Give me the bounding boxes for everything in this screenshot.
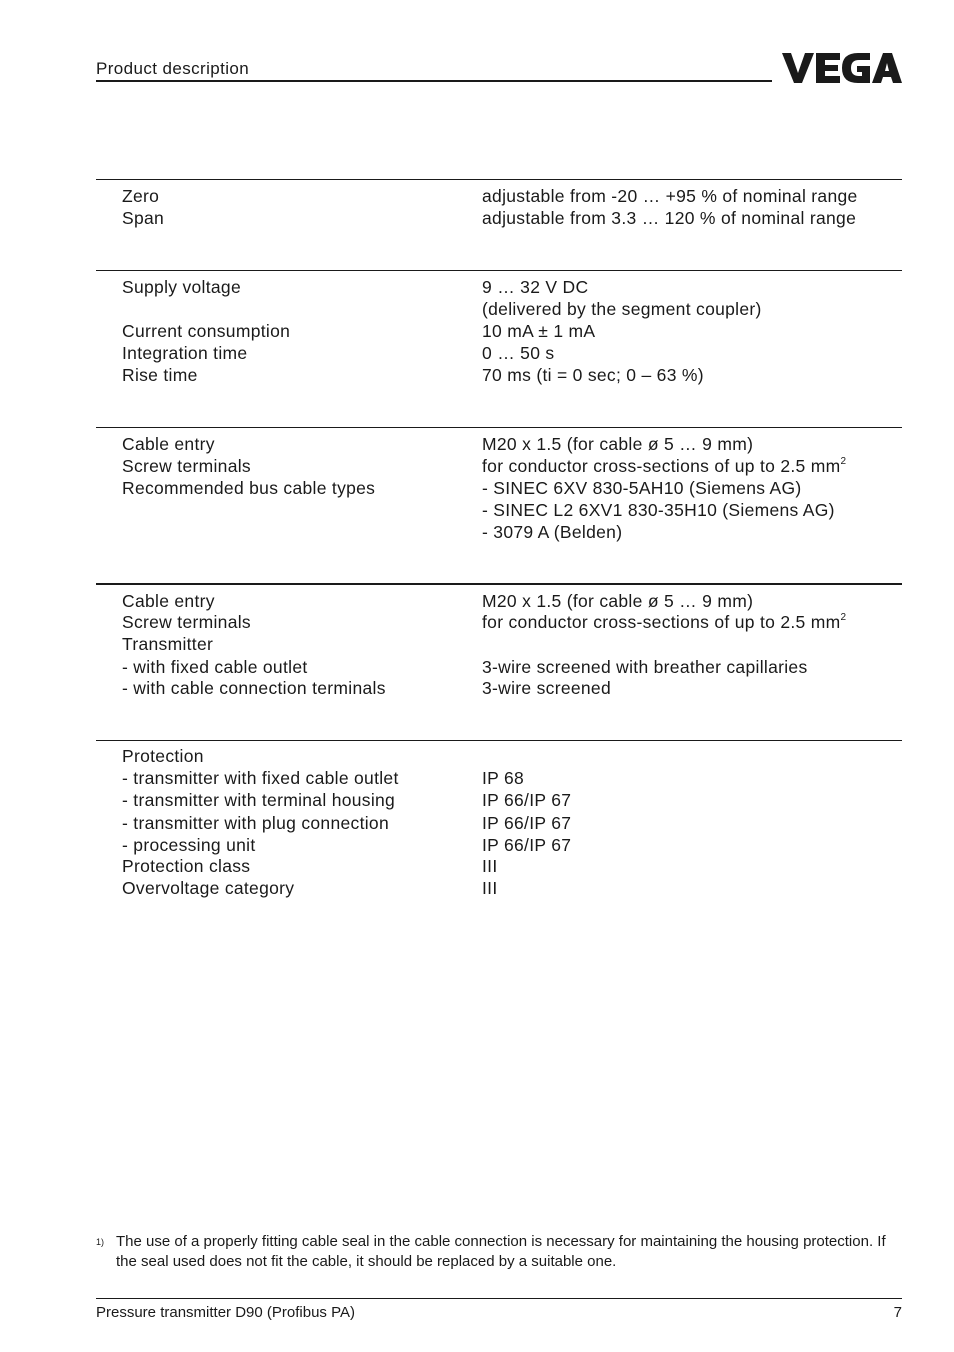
spec-row xyxy=(122,433,902,455)
spec-value: 3-wire screened with breather capillaries xyxy=(482,657,808,677)
section-adjustment xyxy=(96,179,902,260)
page-number: 7 xyxy=(893,1304,902,1321)
spec-value: 9 … 32 V DC xyxy=(482,277,589,297)
spec-label: Recommended bus cable types xyxy=(122,478,376,498)
spec-label: Current consumption xyxy=(122,321,291,341)
spec-row xyxy=(122,298,902,320)
spec-row xyxy=(122,767,902,789)
spec-row xyxy=(122,342,902,364)
spec-row xyxy=(122,185,902,207)
spec-row xyxy=(122,477,902,499)
spec-value: IP 66/IP 67 xyxy=(482,813,572,833)
spec-label: Overvoltage category xyxy=(122,878,295,898)
spec-value: - SINEC 6XV 830-5AH10 (Siemens AG) xyxy=(482,478,802,498)
spec-label: - transmitter with terminal housing xyxy=(122,790,396,810)
spec-row xyxy=(122,590,902,612)
spec-value: 3-wire screened xyxy=(482,678,611,698)
spec-label: - transmitter with fixed cable outlet xyxy=(122,768,399,788)
spec-label: Cable entry xyxy=(122,591,215,611)
spec-row xyxy=(122,276,902,298)
spec-row xyxy=(122,611,902,633)
vega-logo xyxy=(782,52,902,84)
spec-row xyxy=(122,834,902,856)
spec-label: Cable entry xyxy=(122,434,215,454)
spec-row xyxy=(122,812,902,834)
spec-row xyxy=(122,499,902,521)
page-header-title: Product description xyxy=(96,59,250,78)
spec-label: - with cable connection terminals xyxy=(122,678,386,698)
spec-value-text: for conductor cross-sections of up to 2.5 mm xyxy=(482,612,841,632)
spec-row xyxy=(122,877,902,899)
footnote-mark: 1) xyxy=(96,1237,105,1247)
spec-value: IP 66/IP 67 xyxy=(482,835,572,855)
spec-value: 10 mA ± 1 mA xyxy=(482,321,596,341)
spec-row xyxy=(122,789,902,811)
section-supply xyxy=(96,270,902,421)
spec-value: III xyxy=(482,856,498,876)
spec-row xyxy=(122,656,902,678)
superscript: 2 xyxy=(840,612,847,623)
spec-value xyxy=(482,611,846,633)
spec-label: Protection class xyxy=(122,856,251,876)
footnote-text: The use of a properly fitting cable seal in the cable connection is necessary for maintaining the housing protection. If the seal used does not fit the cable, it should be replaced by a suitable one. xyxy=(116,1233,886,1270)
spec-value: M20 x 1.5 (for cable ø 5 … 9 mm) xyxy=(482,591,754,611)
spec-value: - SINEC L2 6XV1 830-35H10 (Siemens AG) xyxy=(482,500,835,520)
spec-row xyxy=(122,677,902,699)
spec-value: 0 … 50 s xyxy=(482,343,555,363)
spec-row xyxy=(122,633,902,655)
spec-value xyxy=(482,455,846,477)
section-connection-transmitter xyxy=(96,583,902,735)
footer-doc-title: Pressure transmitter D90 (Profibus PA) xyxy=(96,1304,355,1321)
section-connection-bus xyxy=(96,427,902,578)
spec-row xyxy=(122,855,902,877)
spec-row xyxy=(122,745,902,767)
spec-value: - 3079 A (Belden) xyxy=(482,522,623,542)
spec-value: IP 68 xyxy=(482,768,525,788)
spec-label: Span xyxy=(122,208,165,228)
spec-label: Zero xyxy=(122,186,160,206)
spec-row xyxy=(122,320,902,342)
spec-value: adjustable from -20 … +95 % of nominal range xyxy=(482,186,858,206)
spec-label: - transmitter with plug connection xyxy=(122,813,389,833)
spec-value: adjustable from 3.3 … 120 % of nominal range xyxy=(482,208,857,228)
spec-label: Screw terminals xyxy=(122,456,251,476)
spec-label: Rise time xyxy=(122,365,198,385)
header-rule xyxy=(96,80,772,82)
spec-label: Supply voltage xyxy=(122,277,242,297)
spec-row xyxy=(122,521,902,543)
spec-row xyxy=(122,364,902,386)
footer-rule xyxy=(96,1298,902,1299)
spec-value: III xyxy=(482,878,498,898)
spec-label: Protection xyxy=(122,746,204,766)
spec-value: (delivered by the segment coupler) xyxy=(482,299,762,319)
superscript: 2 xyxy=(840,456,847,467)
spec-value: IP 66/IP 67 xyxy=(482,790,572,810)
spec-label: Integration time xyxy=(122,343,248,363)
spec-label: - processing unit xyxy=(122,835,256,855)
spec-value: 70 ms (ti = 0 sec; 0 – 63 %) xyxy=(482,365,704,385)
spec-label: - with fixed cable outlet xyxy=(122,657,308,677)
spec-row xyxy=(122,207,902,229)
spec-label: Transmitter xyxy=(122,634,214,654)
spec-label: Screw terminals xyxy=(122,612,251,632)
spec-value: M20 x 1.5 (for cable ø 5 … 9 mm) xyxy=(482,434,754,454)
section-protection xyxy=(96,740,902,911)
spec-row xyxy=(122,455,902,477)
spec-value-text: for conductor cross-sections of up to 2.5 mm xyxy=(482,456,841,476)
